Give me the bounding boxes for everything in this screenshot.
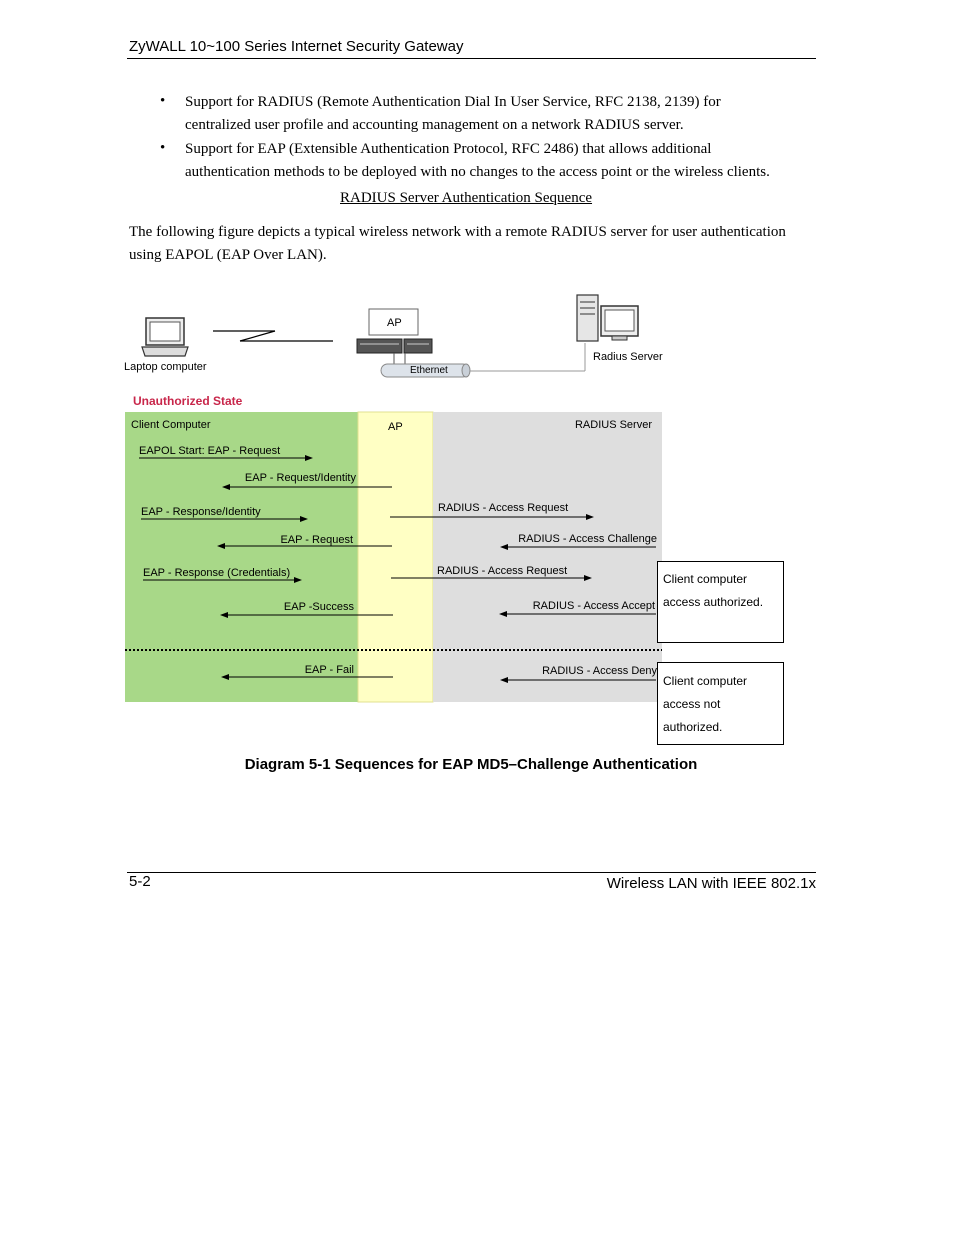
msg-label: RADIUS - Access Request [438,502,569,514]
ethernet-label: Ethernet [410,365,448,376]
wireless-link-icon [213,331,333,341]
note-line: access authorized. [663,595,764,609]
intro-line: The following figure depicts a typical wireless network with a remote RADIUS server for user authentication [129,224,786,240]
intro-line: using EAPOL (EAP Over LAN). [129,247,327,263]
ap-lane [358,412,433,702]
client-column-header: Client Computer [131,419,211,431]
msg-label: RADIUS - Access Deny [542,665,657,677]
bullet-marker: • [160,93,166,109]
page-number: 5-2 [129,873,151,890]
msg-label: EAP - Fail [304,664,354,676]
msg-label: EAP - Response/Identity [141,506,261,518]
msg-label: EAP -Success [283,601,354,613]
note-access-denied [658,663,784,745]
bullet-line: authentication methods to be deployed with no changes to the access point or the wireless clients. [185,164,770,180]
note-line: authorized. [663,720,723,734]
bullet-line: Support for RADIUS (Remote Authentication Dial In User Service, RFC 2138, 2139) for [185,94,721,110]
laptop-label: Laptop computer [124,361,207,373]
server-lane [433,412,662,702]
diagram-caption: Diagram 5-1 Sequences for EAP MD5–Challenge Authentication [244,756,698,773]
running-header: ZyWALL 10~100 Series Internet Security Gateway [129,38,464,55]
laptop-icon [142,318,188,356]
server-column-header: RADIUS Server [574,419,652,431]
note-line: Client computer [663,674,748,688]
bullet-line: Support for EAP (Extensible Authentication Protocol, RFC 2486) that allows additional [185,141,712,157]
msg-label: EAP - Request [280,534,353,546]
msg-label: RADIUS - Access Accept [532,600,655,612]
note-line: Client computer [663,572,748,586]
msg-label: RADIUS - Access Request [437,565,568,577]
chapter-title: Wireless LAN with IEEE 802.1x [606,875,816,892]
msg-radius-access-challenge [500,533,657,550]
radius-server-device-label: Radius Server [593,351,663,363]
msg-label: EAPOL Start: EAP - Request [139,445,281,457]
msg-label: EAP - Response (Credentials) [143,567,291,579]
msg-label: RADIUS - Access Challenge [518,533,657,545]
bullet-line: centralized user profile and accounting management on a network RADIUS server. [185,117,684,133]
radius-server-icon [577,295,638,341]
section-title: RADIUS Server Authentication Sequence [340,190,593,206]
state-title: Unauthorized State [133,394,243,408]
ap-device-label: AP [387,317,402,329]
bullet-marker: • [160,140,166,156]
msg-label: EAP - Request/Identity [244,472,356,484]
ap-column-header: AP [388,421,403,433]
note-access-authorized [658,562,784,643]
note-line: access not [663,697,721,711]
footer-rule [127,872,816,873]
